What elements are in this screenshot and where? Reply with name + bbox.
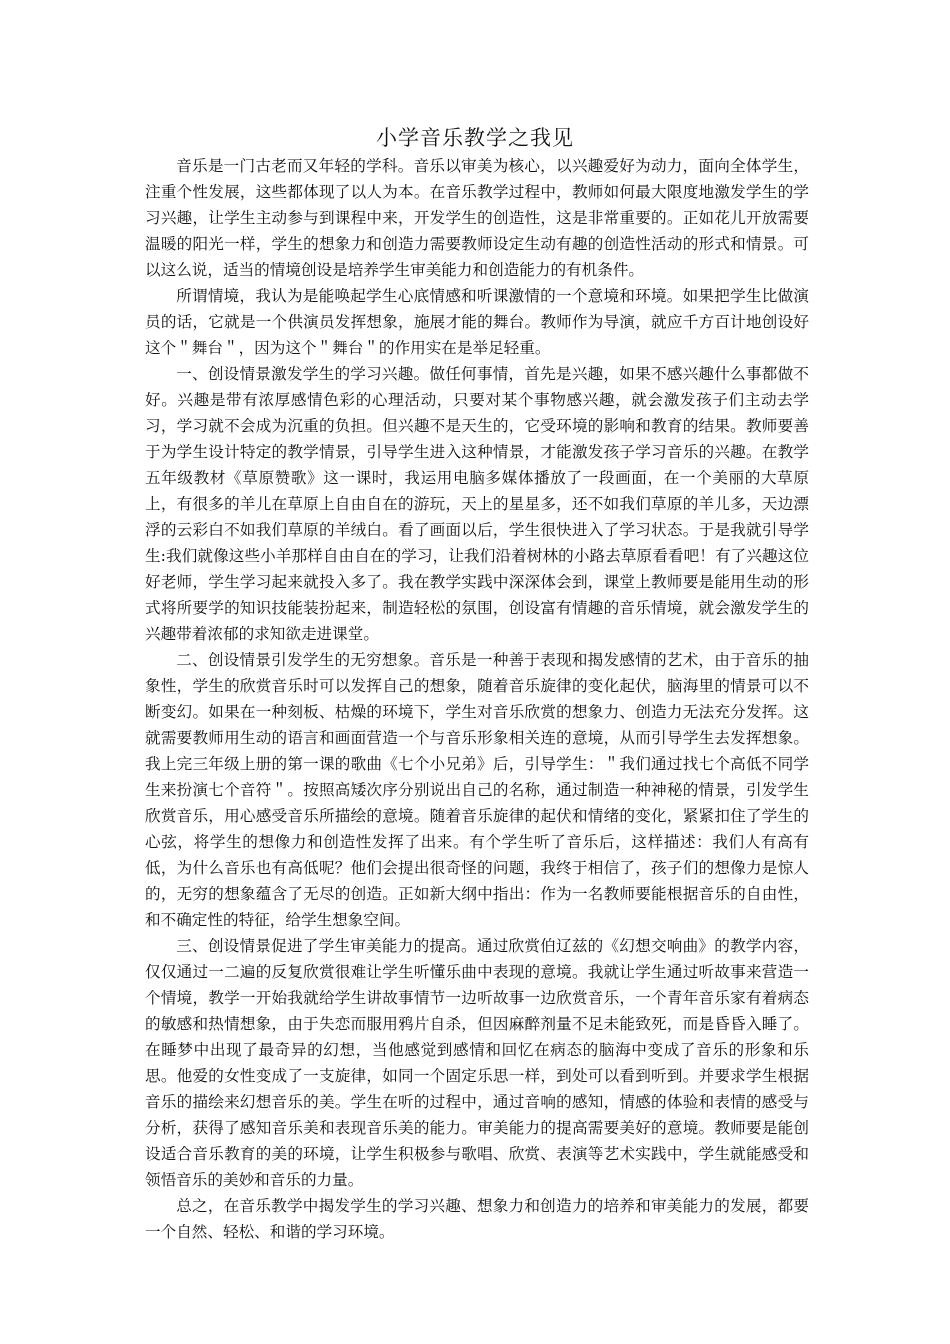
document-title: 小学音乐教学之我见 (376, 126, 574, 150)
paragraph-section-one: 一、创设情景激发学生的学习兴趣。做任何事情，首先是兴趣，如果不感兴趣什么事都做不好。兴趣是带有浓厚感情色彩的心理活动，只要对某个事物感兴趣，就会激发孩子们主动去学习，学习就不会成为沉重的负担。但兴趣不是天生的，它受环境的影响和教育的结果。教师要善于为学生设计特定的教学情景，引导学生进入这种情景，才能激发孩子学习音乐的兴趣。在教学五年级教材《草原赞歌》这一课时，我运用电脑多媒体播放了一段画面，在一个美丽的大草原上，有很多的羊儿在草原上自由自在的游玩，天上的星星多，还不如我们草原的羊儿多，天边漂浮的云彩白不如我们草原的羊绒白。看了画面以后，学生很快进入了学习状态。于是我就引导学生:我们就像这些小羊那样自由自在的学习，让我们沿着树林的小路去草原看看吧！有了兴趣这位好老师，学生学习起来就投入多了。我在教学实践中深深体会到，课堂上教师要是能用生动的形式将所要学的知识技能装扮起来，制造轻松的氛围，创设富有情趣的音乐情境，就会激发学生的兴趣带着浓郁的求知欲走进课堂。 (145, 365, 809, 643)
paragraph-intro: 音乐是一门古老而又年轻的学科。音乐以审美为核心，以兴趣爱好为动力，面向全体学生，注重个性发展，这些都体现了以人为本。在音乐教学过程中，教师如何最大限度地激发学生的学习兴趣，让学生主动参与到课程中来，开发学生的创造性，这是非常重要的。正如花儿开放需要温暖的阳光一样，学生的想象力和创造力需要教师设定生动有趣的创造性活动的形式和情景。可以这么说，适当的情境创设是培养学生审美能力和创造能力的有机条件。 (145, 157, 809, 279)
paragraph-section-three: 三、创设情景促进了学生审美能力的提高。通过欣赏伯辽兹的《幻想交响曲》的教学内容，仅仅通过一二遍的反复欣赏很难让学生听懂乐曲中表现的意境。我就让学生通过听故事来营造一个情境，教学一开始我就给学生讲故事情节一边听故事一边欣赏音乐，一个青年音乐家有着病态的敏感和热情想象，由于失恋而服用鸦片自杀，但因麻醉剂量不足未能致死，而是昏昏入睡了。在睡梦中出现了最奇异的幻想，当他感觉到感情和回忆在病态的脑海中变成了音乐的形象和乐思。他爱的女性变成了一支旋律，如同一个固定乐思一样，到处可以看到听到。并要求学生根据音乐的描绘来幻想音乐的美。学生在听的过程中，通过音响的感知，情感的体验和表情的感受与分析，获得了感知音乐美和表现音乐美的能力。审美能力的提高需要美好的意境。教师要是能创设适合音乐教育的美的环境，让学生积极参与歌唱、欣赏、表演等艺术实践中，学生就能感受和领悟音乐的美妙和音乐的力量。 (145, 937, 809, 1189)
paragraph-conclusion: 总之，在音乐教学中揭发学生的学习兴趣、想象力和创造力的培养和审美能力的发展，都要一个自然、轻松、和谐的学习环境。 (145, 1197, 809, 1241)
paragraph-situation: 所谓情境，我认为是能唤起学生心底情感和听课激情的一个意境和环境。如果把学生比做演员的话，它就是一个供演员发挥想象，施展才能的舞台。教师作为导演，就应千方百计地创设好这个＂舞台＂，因为这个＂舞台＂的作用实在是举足轻重。 (145, 287, 809, 357)
paragraph-section-two: 二、创设情景引发学生的无穷想象。音乐是一种善于表现和揭发感情的艺术，由于音乐的抽象性，学生的欣赏音乐时可以发挥自己的想象，随着音乐旋律的变化起伏，脑海里的情景可以不断变幻。如果在一种刻板、枯燥的环境下，学生对音乐欣赏的想象力、创造力无法充分发挥。这就需要教师用生动的语言和画面营造一个与音乐形象相关连的意境，从而引导学生去发挥想象。我上完三年级上册的第一课的歌曲《七个小兄弟》后，引导学生：＂我们通过找七个高低不同学生来扮演七个音符＂。按照高矮次序分别说出自己的名称，通过制造一种神秘的情景，引发学生欣赏音乐，用心感受音乐所描绘的意境。随着音乐旋律的起伏和情绪的变化，紧紧扣住了学生的心弦，将学生的想像力和创造性发挥了出来。有个学生听了音乐后，这样描述：我们人有高有低，为什么音乐也有高低呢？他们会提出很奇怪的问题，我终于相信了，孩子们的想像力是惊人的，无穷的想象蕴含了无尽的创造。正如新大纲中指出：作为一名教师要能根据音乐的自由性，和不确定性的特征，给学生想象空间。 (145, 651, 809, 929)
document-body (145, 153, 809, 1245)
